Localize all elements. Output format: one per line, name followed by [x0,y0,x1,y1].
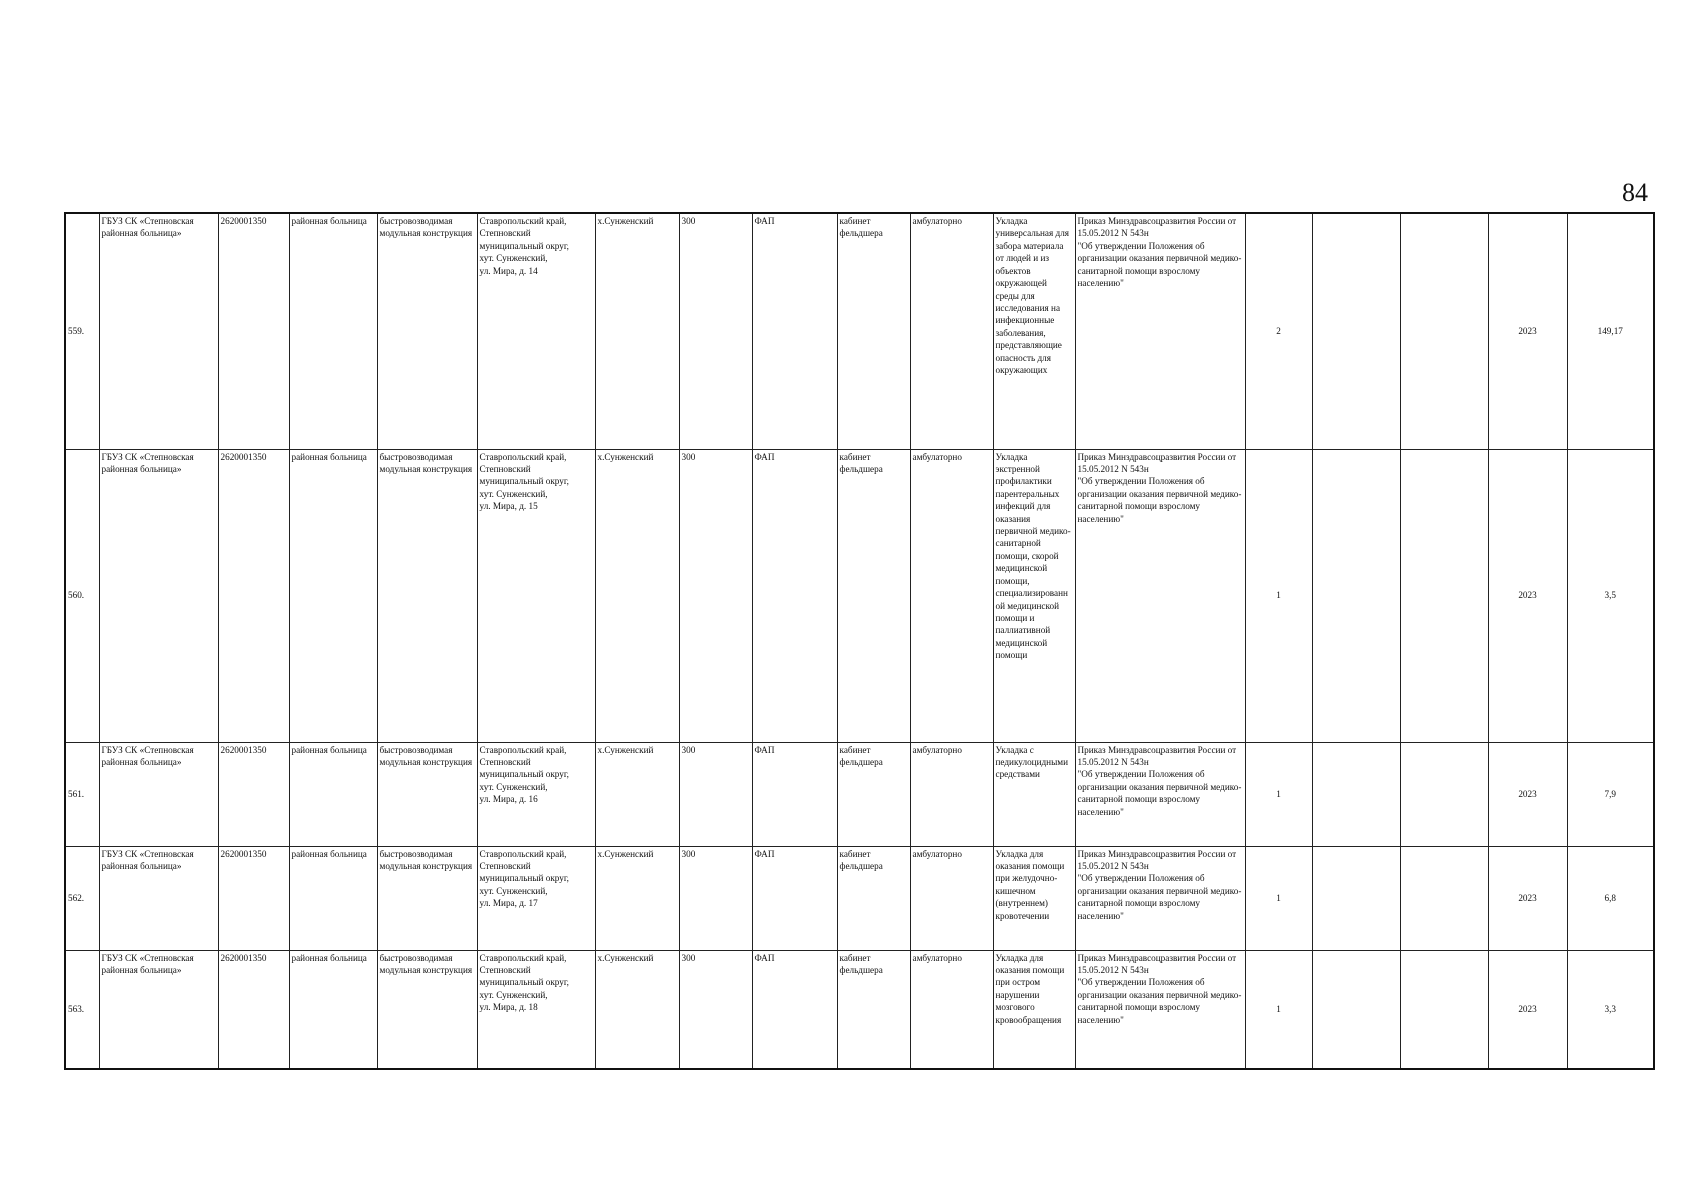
sum-cell: 3,3 [1567,950,1654,1069]
empty-cell [1312,846,1400,950]
order-cell: Приказ Минздравсоцразвития России от 15.05.2012 N 543н "Об утверждении Положения об организации оказания первичной медико-санитарной помощи взрослому населению" [1075,213,1245,449]
row-number: 562. [65,846,99,950]
row-number: 559. [65,213,99,449]
care-cell: амбулаторно [910,449,993,742]
empty-cell [1400,742,1488,846]
table-row [65,950,1654,1069]
sum-cell: 6,8 [1567,846,1654,950]
table-row [65,846,1654,950]
organization-cell: ГБУЗ СК «Степновская районная больница» [99,846,218,950]
year-cell: 2023 [1488,742,1567,846]
facility-type-cell: районная больница [289,846,377,950]
inn-cell: 2620001350 [218,213,289,449]
equipment-cell: Укладка для оказания помощи при остром нарушении мозгового кровообращения [993,950,1075,1069]
room-cell: кабинет фельдшера [837,846,910,950]
unit-cell: ФАП [752,846,837,950]
facility-type-cell: районная больница [289,213,377,449]
building-cell: быстровозводимая модульная конструкция [377,449,477,742]
unit-cell: ФАП [752,213,837,449]
care-cell: амбулаторно [910,950,993,1069]
empty-cell [1312,213,1400,449]
year-cell: 2023 [1488,846,1567,950]
order-cell: Приказ Минздравсоцразвития России от 15.05.2012 N 543н "Об утверждении Положения об организации оказания первичной медико-санитарной помощи взрослому населению" [1075,449,1245,742]
equipment-cell: Укладка для оказания помощи при желудочно-кишечном (внутреннем) кровотечении [993,846,1075,950]
facility-type-cell: районная больница [289,449,377,742]
building-cell: быстровозводимая модульная конструкция [377,950,477,1069]
empty-cell [1312,449,1400,742]
inn-cell: 2620001350 [218,950,289,1069]
unit-cell: ФАП [752,950,837,1069]
organization-cell: ГБУЗ СК «Степновская районная больница» [99,449,218,742]
unit-cell: ФАП [752,742,837,846]
room-cell: кабинет фельдшера [837,742,910,846]
inn-cell: 2620001350 [218,449,289,742]
page-number: 84 [1622,178,1648,207]
settlement-cell: х.Сунженский [595,213,679,449]
year-cell: 2023 [1488,950,1567,1069]
inn-cell: 2620001350 [218,846,289,950]
facility-type-cell: районная больница [289,950,377,1069]
care-cell: амбулаторно [910,846,993,950]
sum-cell: 3,5 [1567,449,1654,742]
settlement-cell: х.Сунженский [595,950,679,1069]
empty-cell [1400,449,1488,742]
inn-cell: 2620001350 [218,742,289,846]
organization-cell: ГБУЗ СК «Степновская районная больница» [99,742,218,846]
empty-cell [1400,846,1488,950]
quantity-cell: 1 [1245,449,1312,742]
sum-cell: 7,9 [1567,742,1654,846]
care-cell: амбулаторно [910,742,993,846]
room-cell: кабинет фельдшера [837,213,910,449]
organization-cell: ГБУЗ СК «Степновская районная больница» [99,950,218,1069]
care-cell: амбулаторно [910,213,993,449]
population-cell: 300 [679,213,752,449]
population-cell: 300 [679,449,752,742]
quantity-cell: 1 [1245,950,1312,1069]
year-cell: 2023 [1488,449,1567,742]
address-cell: Ставропольский край, Степновский муниципальный округ, хут. Сунженский, ул. Мира, д. 16 [477,742,595,846]
quantity-cell: 2 [1245,213,1312,449]
address-cell: Ставропольский край, Степновский муниципальный округ, хут. Сунженский, ул. Мира, д. 14 [477,213,595,449]
address-cell: Ставропольский край, Степновский муниципальный округ, хут. Сунженский, ул. Мира, д. 17 [477,846,595,950]
empty-cell [1400,213,1488,449]
table-row [65,213,1654,449]
building-cell: быстровозводимая модульная конструкция [377,846,477,950]
empty-cell [1312,742,1400,846]
population-cell: 300 [679,846,752,950]
population-cell: 300 [679,742,752,846]
table-row [65,449,1654,742]
equipment-cell: Укладка универсальная для забора материала от людей и из объектов окружающей среды для исследования на инфекционные заболевания, представляющие опасность для окружающих [993,213,1075,449]
row-number: 560. [65,449,99,742]
equipment-table [64,212,1655,1070]
settlement-cell: х.Сунженский [595,846,679,950]
row-number: 563. [65,950,99,1069]
settlement-cell: х.Сунженский [595,449,679,742]
order-cell: Приказ Минздравсоцразвития России от 15.05.2012 N 543н "Об утверждении Положения об организации оказания первичной медико-санитарной помощи взрослому населению" [1075,846,1245,950]
row-number: 561. [65,742,99,846]
room-cell: кабинет фельдшера [837,950,910,1069]
address-cell: Ставропольский край, Степновский муниципальный округ, хут. Сунженский, ул. Мира, д. 18 [477,950,595,1069]
quantity-cell: 1 [1245,846,1312,950]
table-row [65,742,1654,846]
unit-cell: ФАП [752,449,837,742]
empty-cell [1400,950,1488,1069]
quantity-cell: 1 [1245,742,1312,846]
equipment-cell: Укладка с педикулоцидными средствами [993,742,1075,846]
empty-cell [1312,950,1400,1069]
building-cell: быстровозводимая модульная конструкция [377,742,477,846]
room-cell: кабинет фельдшера [837,449,910,742]
sum-cell: 149,17 [1567,213,1654,449]
building-cell: быстровозводимая модульная конструкция [377,213,477,449]
population-cell: 300 [679,950,752,1069]
facility-type-cell: районная больница [289,742,377,846]
order-cell: Приказ Минздравсоцразвития России от 15.05.2012 N 543н "Об утверждении Положения об организации оказания первичной медико-санитарной помощи взрослому населению" [1075,950,1245,1069]
organization-cell: ГБУЗ СК «Степновская районная больница» [99,213,218,449]
settlement-cell: х.Сунженский [595,742,679,846]
order-cell: Приказ Минздравсоцразвития России от 15.05.2012 N 543н "Об утверждении Положения об организации оказания первичной медико-санитарной помощи взрослому населению" [1075,742,1245,846]
address-cell: Ставропольский край, Степновский муниципальный округ, хут. Сунженский, ул. Мира, д. 15 [477,449,595,742]
year-cell: 2023 [1488,213,1567,449]
equipment-cell: Укладка экстренной профилактики парентеральных инфекций для оказания первичной медико-санитарной помощи, скорой медицинской помощи, специализированной медицинской помощи и паллиативной медицинской помощи [993,449,1075,742]
